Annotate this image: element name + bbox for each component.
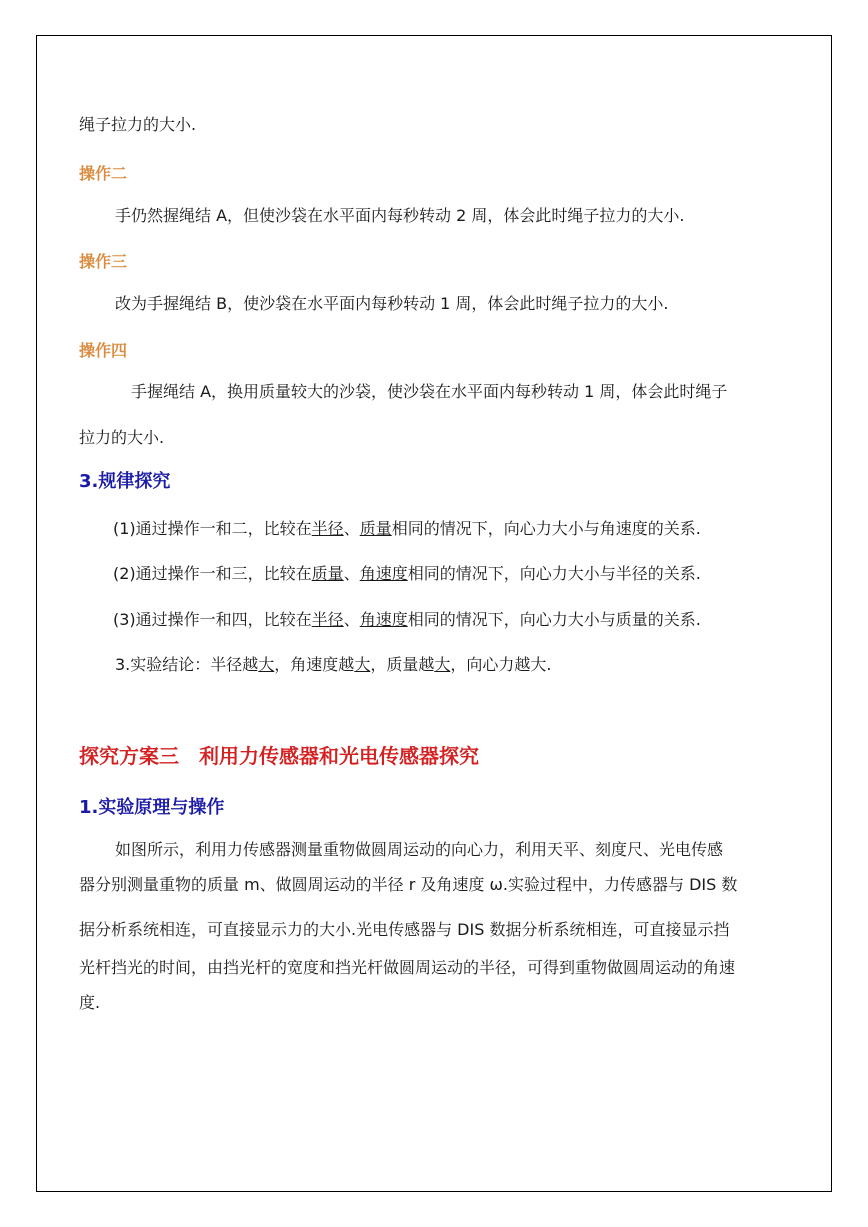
- rule-item-1: (1)通过操作一和二，比较在半径、质量相同的情况下，向心力大小与角速度的关系.: [113, 519, 701, 538]
- rule-conclusion: 3.实验结论：半径越大，角速度越大，质量越大，向心力越大.: [115, 655, 552, 674]
- scheme-3-subheading: 1.实验原理与操作: [79, 797, 225, 818]
- rule-section-heading: 3.规律探究: [79, 471, 171, 492]
- operation-2-text: 手仍然握绳结 A，但使沙袋在水平面内每秒转动 2 周，体会此时绳子拉力的大小.: [115, 206, 685, 225]
- scheme-3-paragraph-line5: 度.: [79, 993, 101, 1012]
- operation-4-text-line1: 手握绳结 A，换用质量较大的沙袋，使沙袋在水平面内每秒转动 1 周，体会此时绳子: [131, 382, 728, 401]
- scheme-3-paragraph-line4: 光杆挡光的时间，由挡光杆的宽度和挡光杆做圆周运动的半径，可得到重物做圆周运动的角速: [79, 958, 736, 977]
- operation-3-text: 改为手握绳结 B，使沙袋在水平面内每秒转动 1 周，体会此时绳子拉力的大小.: [115, 294, 669, 313]
- rule-item-2: (2)通过操作一和三，比较在质量、角速度相同的情况下，向心力大小与半径的关系.: [113, 564, 701, 583]
- scheme-3-paragraph-line3: 据分析系统相连，可直接显示力的大小.光电传感器与 DIS 数据分析系统相连，可直接显示挡: [79, 920, 730, 939]
- operation-3-heading: 操作三: [79, 252, 128, 271]
- scheme-3-paragraph-line1: 如图所示，利用力传感器测量重物做圆周运动的向心力，利用天平、刻度尺、光电传感: [115, 840, 724, 859]
- scheme-3-paragraph-line2: 器分别测量重物的质量 m、做圆周运动的半径 r 及角速度 ω.实验过程中，力传感器与 DIS 数: [79, 875, 738, 894]
- rule-item-3: (3)通过操作一和四，比较在半径、角速度相同的情况下，向心力大小与质量的关系.: [113, 610, 701, 629]
- operation-2-heading: 操作二: [79, 164, 128, 183]
- text-line: 绳子拉力的大小.: [79, 115, 197, 134]
- operation-4-text-line2: 拉力的大小.: [79, 428, 165, 447]
- operation-4-heading: 操作四: [79, 341, 128, 360]
- scheme-3-heading: 探究方案三 利用力传感器和光电传感器探究: [79, 744, 479, 768]
